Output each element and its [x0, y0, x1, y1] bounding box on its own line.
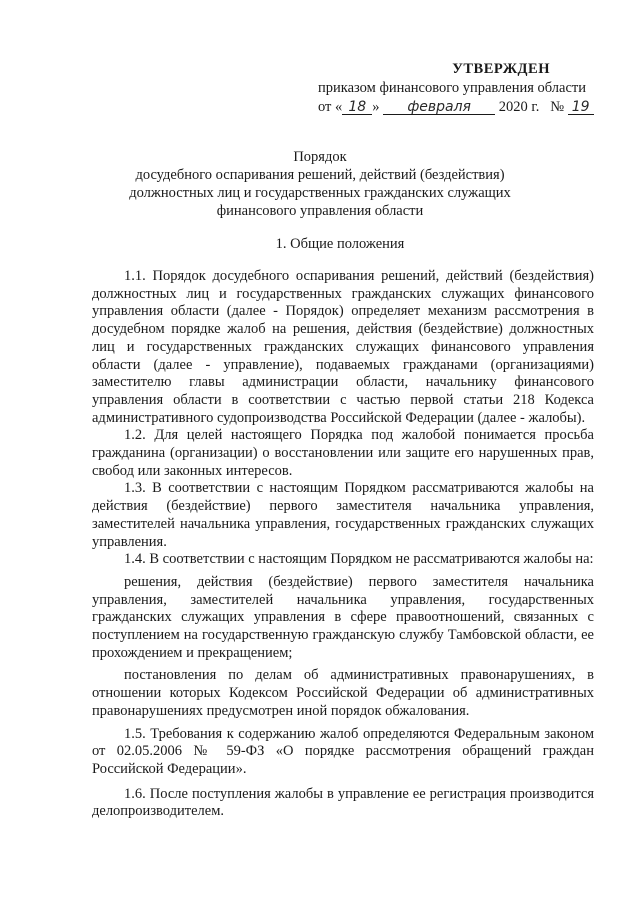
paragraph-1-6: 1.6. После поступления жалобы в управление ее регистрация производится делопроизводителем. [92, 785, 594, 820]
title-line-1: Порядок [293, 149, 347, 165]
handwritten-day: 18 [342, 100, 372, 115]
approval-title: УТВЕРЖДЕН [452, 61, 550, 77]
approval-date-line [318, 98, 608, 116]
title-line-4: финансового управления области [216, 203, 424, 219]
number-sign: № [550, 99, 565, 115]
date-year: 2020 г. [498, 99, 540, 115]
date-prefix: от « [318, 99, 343, 115]
paragraph-1-3: 1.3. В соответствии с настоящим Порядком рассматриваются жалобы на действия (бездействие) первого заместителя начальника управления, заместителей начальника управления, государственных гражданских служащих управления. [92, 480, 594, 550]
paragraph-1-5: 1.5. Требования к содержанию жалоб определяются Федеральным законом от 02.05.2006 № 59-ФЗ «О порядке рассмотрения обращений граждан Российской Федерации». [92, 725, 594, 777]
handwritten-number: 19 [568, 100, 594, 115]
paragraph-1-4: 1.4. В соответствии с настоящим Порядком не рассматриваются жалобы на: [124, 551, 594, 568]
paragraph-1-4-item-2: постановления по делам об административных правонарушениях, в отношении которых Кодексом Российской Федерации об административных правонарушениях предусмотрен иной порядок обжалования. [92, 667, 594, 719]
approval-order-line: приказом финансового управления области [318, 80, 587, 96]
title-line-2: досудебного оспаривания решений, действий (бездействия) [135, 167, 505, 183]
document-body [92, 268, 594, 821]
date-quote-close: » [372, 99, 380, 115]
paragraph-1-4-item-1: решения, действия (бездействие) первого заместителя начальника управления, заместителей начальника управления, государственных гражданских служащих управления в сфере правоотношений, связанных с поступлением на государственную гражданскую службу Тамбовской области, ее прохождением и прекращением; [92, 573, 594, 661]
handwritten-month: февраля [383, 100, 495, 115]
title-line-3: должностных лиц и государственных гражданских служащих [129, 185, 511, 201]
approval-block [318, 60, 608, 116]
document-title [60, 148, 580, 220]
paragraph-1-1: 1.1. Порядок досудебного оспаривания решений, действий (бездействия) должностных лиц и государственных гражданских служащих финансового управления области (далее - Порядок) определяет механизм рассмотрения в досудебном порядке жалоб на решения, действия (бездействие) должностных лиц и государственных гражданских служащих финансового управления области (далее - управление), подаваемых гражданами (организациями) заместителю главы администрации области, начальнику финансового управления области в соответствии с частью первой статьи 218 Кодекса административного судопроизводства Российской Федерации (далее - жалобы). [92, 268, 594, 426]
section-heading: 1. Общие положения [275, 236, 405, 252]
paragraph-1-2: 1.2. Для целей настоящего Порядка под жалобой понимается просьба гражданина (организации) о восстановлении или защите его нарушенных прав, свобод или законных интересов. [92, 427, 594, 479]
